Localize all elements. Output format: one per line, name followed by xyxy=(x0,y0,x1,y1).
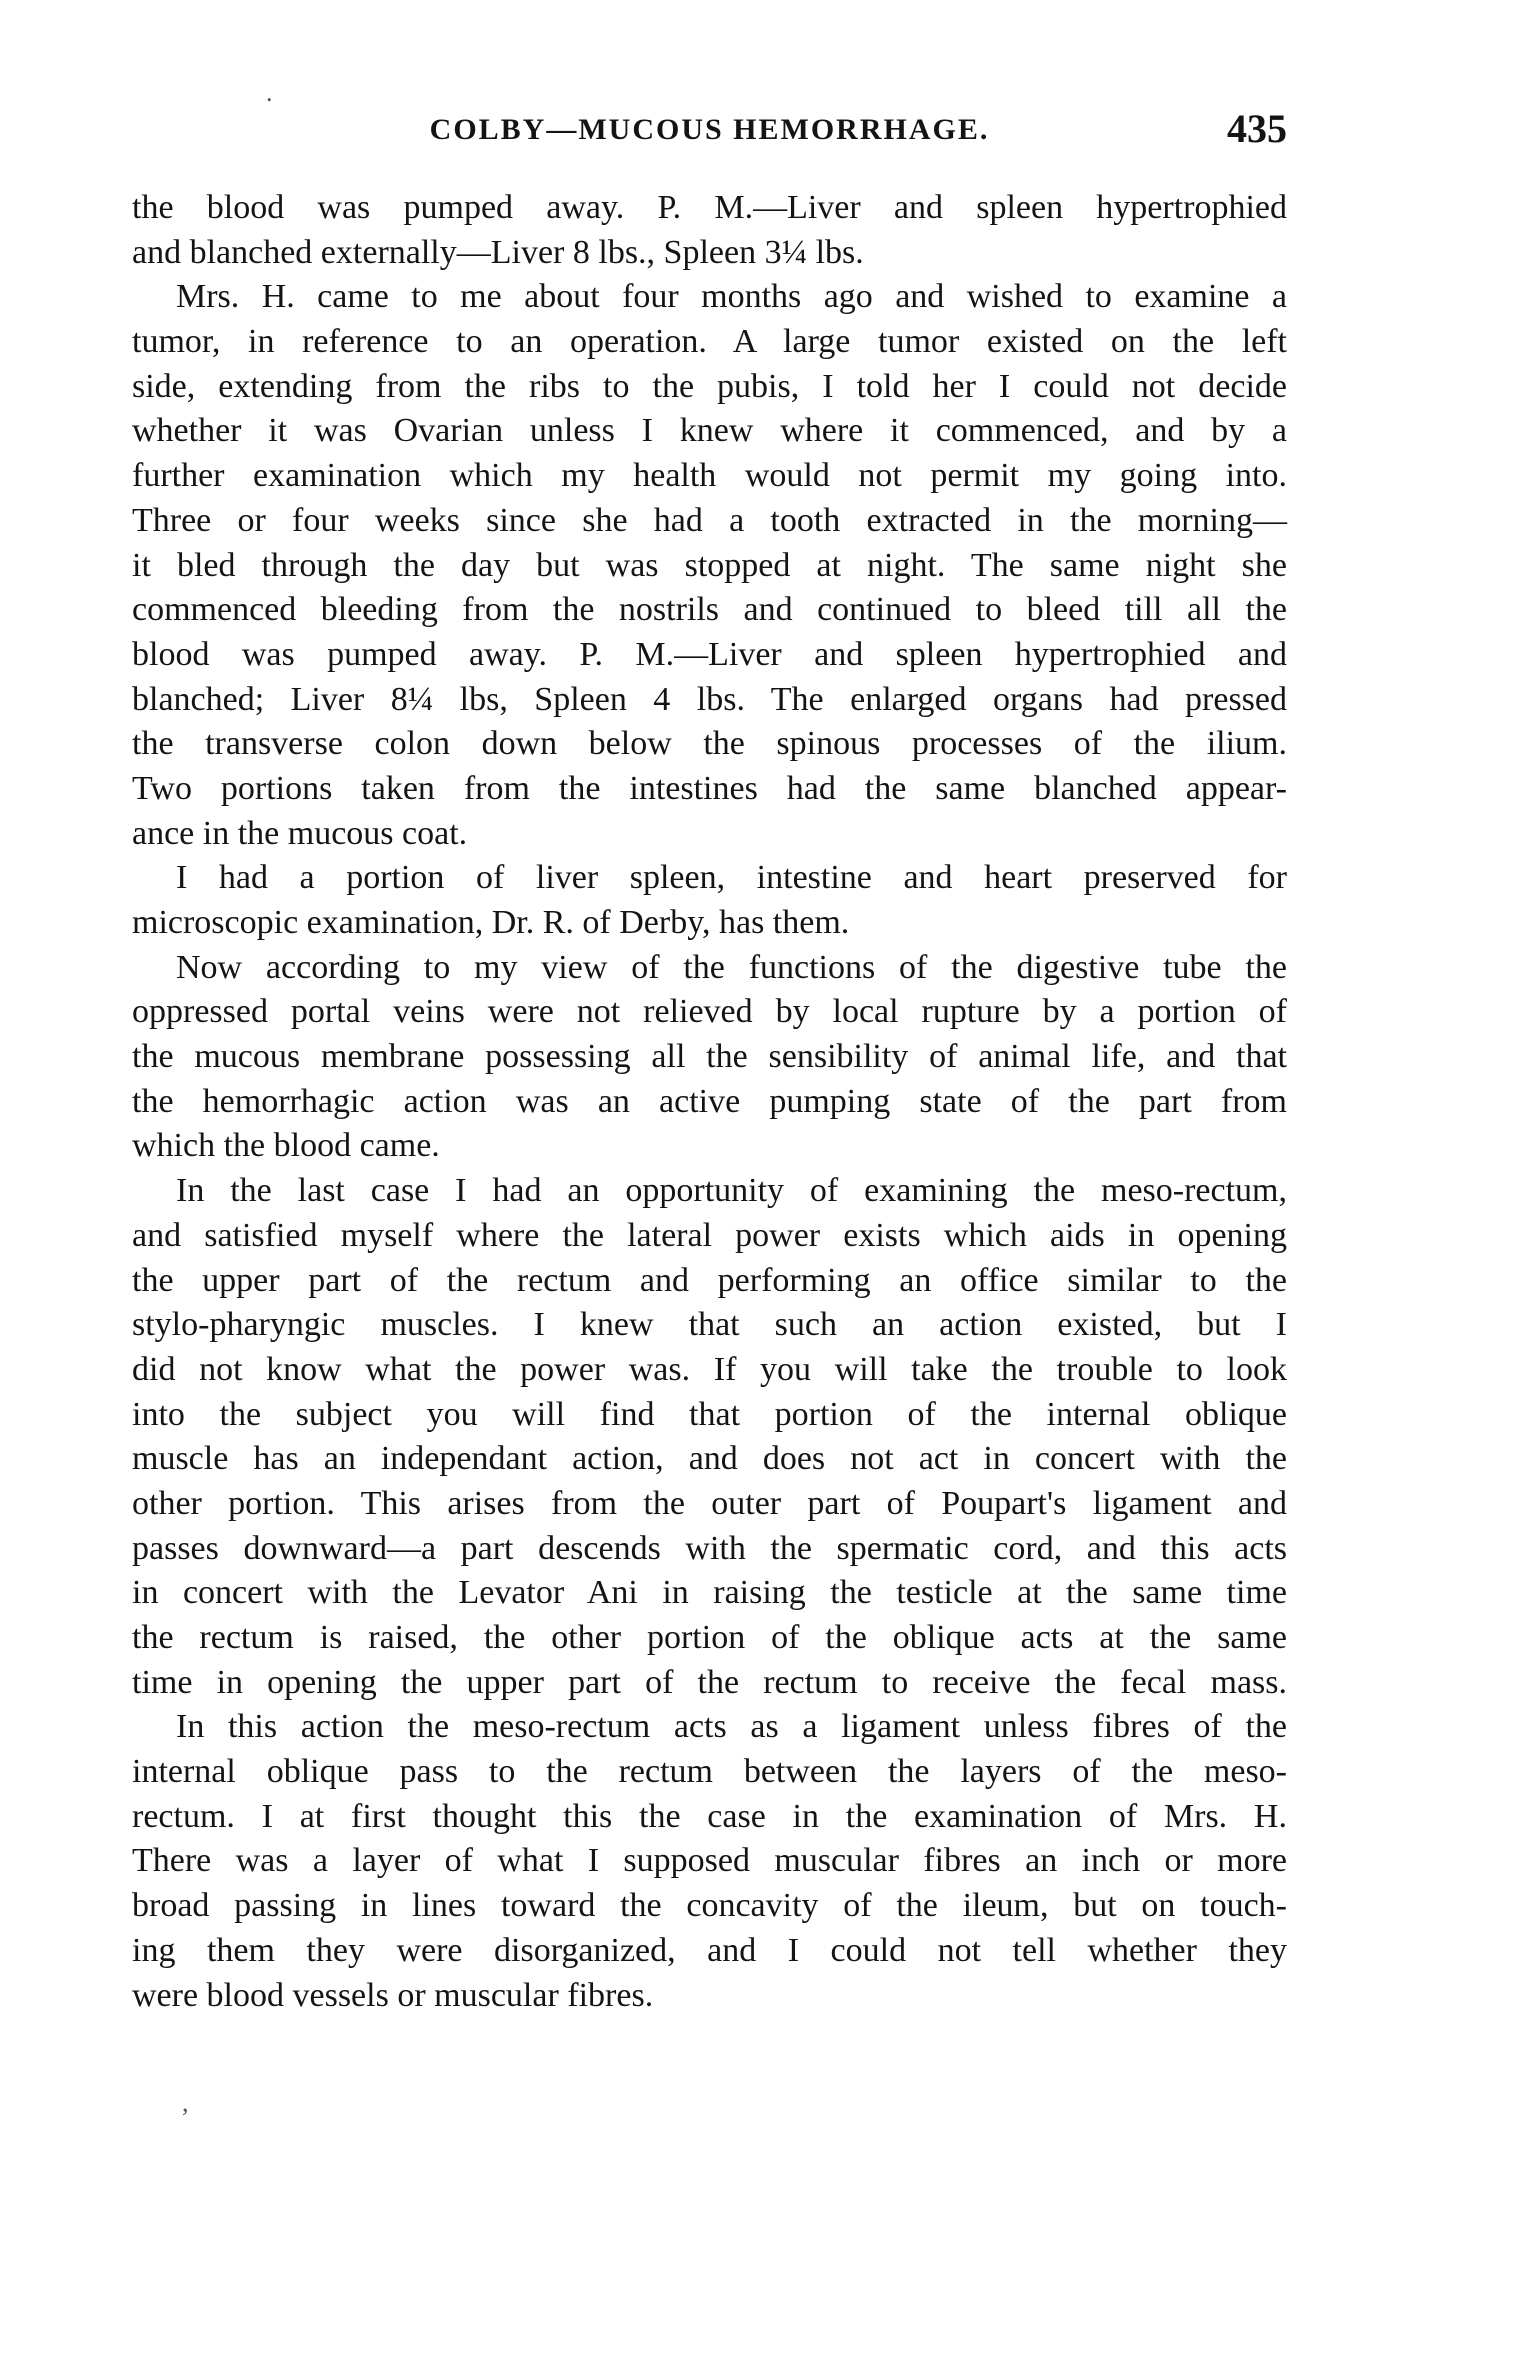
text-line: blanched; Liver 8¼ lbs, Spleen 4 lbs. The enlarged organs had pressed xyxy=(132,680,1287,718)
text-line: further examination which my health would not permit my going into. xyxy=(132,457,1287,495)
text-line: the upper part of the rectum and performing an office similar to the xyxy=(132,1261,1287,1299)
text-line: the blood was pumped away. P. M.—Liver and spleen hypertrophied xyxy=(132,189,1287,226)
text-line: did not know what the power was. If you will take the trouble to look xyxy=(132,1350,1287,1388)
body-text xyxy=(132,186,1287,2018)
text-line: into the subject you will find that portion of the internal oblique xyxy=(132,1395,1287,1433)
text-line: tumor, in reference to an operation. A large tumor existed on the left xyxy=(132,323,1287,361)
text-line: stylo-pharyngic muscles. I knew that such an action existed, but I xyxy=(132,1306,1287,1344)
text-line: Three or four weeks since she had a tooth extracted in the morning— xyxy=(132,501,1287,539)
text-line: and blanched externally—Liver 8 lbs., Spleen 3¼ lbs. xyxy=(132,233,864,271)
text-line: ance in the mucous coat. xyxy=(132,814,468,852)
text-line: time in opening the upper part of the rectum to receive the fecal mass. xyxy=(132,1663,1287,1701)
text-line: the mucous membrane possessing all the sensibility of animal life, and that xyxy=(132,1038,1287,1076)
text-line: which the blood came. xyxy=(132,1127,440,1165)
text-line: side, extending from the ribs to the pubis, I told her I could not decide xyxy=(132,367,1287,405)
text-line: There was a layer of what I supposed muscular fibres an inch or more xyxy=(132,1842,1287,1880)
running-title: COLBY—MUCOUS HEMORRHAGE. xyxy=(429,113,990,146)
text-line: other portion. This arises from the outer part of Poupart's ligament and xyxy=(132,1484,1287,1522)
text-line: internal oblique pass to the rectum between the layers of the meso- xyxy=(132,1753,1287,1791)
text-line: it bled through the day but was stopped at night. The same night she xyxy=(132,546,1287,584)
text-line: microscopic examination, Dr. R. of Derby, has them. xyxy=(132,904,850,941)
stray-mark-bottom: , xyxy=(182,2088,189,2117)
page-number: 435 xyxy=(1227,106,1287,151)
text-line: the transverse colon down below the spinous processes of the ilium. xyxy=(132,725,1287,763)
text-line: commenced bleeding from the nostrils and continued to bleed till all the xyxy=(132,591,1287,629)
text-line: rectum. I at first thought this the case in the examination of Mrs. H. xyxy=(132,1797,1287,1835)
text-line: In the last case I had an opportunity of examining the meso-rectum, xyxy=(176,1172,1287,1210)
text-line: oppressed portal veins were not relieved by local rupture by a portion of xyxy=(132,993,1287,1031)
text-line: In this action the meso-rectum acts as a ligament unless fibres of the xyxy=(176,1708,1287,1746)
text-line: and satisfied myself where the lateral power exists which aids in opening xyxy=(132,1216,1287,1254)
text-line: the rectum is raised, the other portion of the oblique acts at the same xyxy=(132,1619,1287,1656)
text-line: blood was pumped away. P. M.—Liver and spleen hypertrophied and xyxy=(132,635,1287,673)
text-line: were blood vessels or muscular fibres. xyxy=(132,1976,654,2014)
text-line: muscle has an independant action, and does not act in concert with the xyxy=(132,1440,1287,1478)
text-line: passes downward—a part descends with the spermatic cord, and this acts xyxy=(132,1529,1287,1567)
text-line: the hemorrhagic action was an active pumping state of the part from xyxy=(132,1082,1287,1120)
text-line: broad passing in lines toward the concavity of the ileum, but on touch- xyxy=(132,1887,1287,1925)
text-line: Two portions taken from the intestines had the same blanched appear- xyxy=(132,769,1287,807)
text-line: Now according to my view of the functions of the digestive tube the xyxy=(176,948,1287,986)
text-line: Mrs. H. came to me about four months ago and wished to examine a xyxy=(176,278,1287,316)
running-head xyxy=(132,105,1287,155)
stray-mark-top: . xyxy=(266,78,273,107)
text-line: I had a portion of liver spleen, intestine and heart preserved for xyxy=(176,859,1287,897)
text-line: whether it was Ovarian unless I knew where it commenced, and by a xyxy=(132,412,1287,450)
text-line: ing them they were disorganized, and I could not tell whether they xyxy=(132,1931,1287,1969)
text-line: in concert with the Levator Ani in raising the testicle at the same time xyxy=(132,1574,1287,1612)
